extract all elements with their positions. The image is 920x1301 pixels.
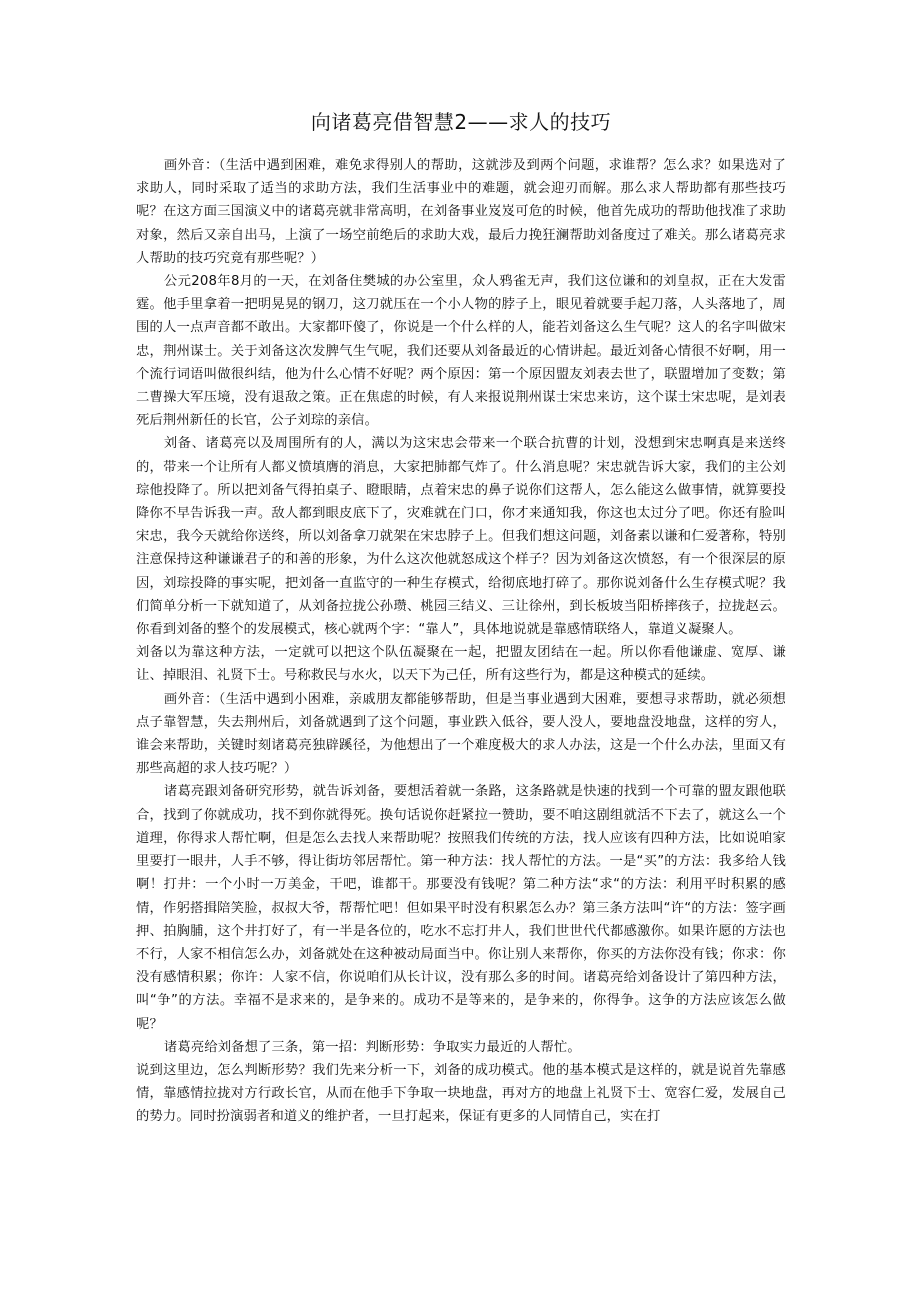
document-body (136, 154, 786, 1129)
paragraph-6: 诸葛亮跟刘备研究形势，就告诉刘备，要想活着就一条路，这条路就是快速的找到一个可靠的盟友跟他联合，找到了你就成功，找不到你就得死。换句话说你赶紧拉一赞助，要不咱这剧组就活不下去了，就这么一个道理，你得求人帮忙啊，但是怎么去找人来帮助呢？按照我们传统的方法，找人应该有四种方法，比如说咱家里要打一眼井，人手不够，得让街坊邻居帮忙。第一种方法：找人帮忙的方法。一是“买”的方法：我多给人钱啊！打井：一个小时一万美金，干吧，谁都干。那要没有钱呢？第二种方法“求“的方法：利用平时积累的感情，作躬搭揖陪笑脸，叔叔大爷，帮帮忙吧！但如果平时没有积累怎么办？第三条方法叫“许“的方法：签字画押、拍胸脯，这个井打好了，有一半是各位的，吃水不忘打井人，我们世世代代都感激你。如果许愿的方法也不行，人家不相信怎么办，刘备就处在这种被动局面当中。你让别人来帮你，你买的方法你没有钱；你求：你没有感情积累；你许：人家不信，你说咱们从长计议，没有那么多的时间。诸葛亮给刘备设计了第四种方法，叫“争”的方法。幸福不是求来的，是争来的。成功不是等来的，是争来的，你得争。这争的方法应该怎么做呢？ (136, 784, 786, 1032)
paragraph-3: 刘备、诸葛亮以及周围所有的人，满以为这宋忠会带来一个联合抗曹的计划，没想到宋忠啊真是来送终的，带来一个让所有人都义愤填膺的消息，大家把肺都气炸了。什么消息呢？宋忠就告诉大家，我们的主公刘琮他投降了。所以把刘备气得拍桌子、瞪眼睛，点着宋忠的鼻子说你们这帮人，怎么能这么做事情，就算要投降你不早告诉我一声。敌人都到眼皮底下了，灾难就在门口，你才来通知我，你这也太过分了吧。你还有脸叫宋忠，我今天就给你送终，所以刘备拿刀就架在宋忠脖子上。但我们想这问题，刘备素以谦和仁爱著称，特别注意保持这种谦谦君子的和善的形象，为什么这次他就怒成这个样子？因为刘备这次愤怒，有一个很深层的原因，刘琮投降的事实呢，把刘备一直监守的一种生存模式，给彻底地打碎了。那你说刘备什么生存模式呢？我们简单分析一下就知道了，从刘备拉拢公孙瓒、桃园三结义、三让徐州，到长板坡当阳桥摔孩子，拉拢赵云。你看到刘备的整个的发展模式，核心就两个字：“靠人”，具体地说就是靠感情联络人，靠道义凝聚人。 (136, 436, 786, 638)
paragraph-2: 公元208年8月的一天，在刘备住樊城的办公室里，众人鸦雀无声，我们这位谦和的刘皇叔，正在大发雷霆。他手里拿着一把明晃晃的钢刀，这刀就压在一个小人物的脖子上，眼见着就要手起刀落，人头落地了，周围的人一点声音都不敢出。大家都吓傻了，你说是一个什么样的人，能若刘备这么生气呢？这人的名字叫做宋忠，荆州谋士。关于刘备这次发脾气生气呢，我们还要从刘备最近的心情讲起。最近刘备心情很不好啊，用一个流行词语叫做很纠结，他为什么心情不好呢？两个原因：第一个原因盟友刘表去世了，联盟增加了变数；第二曹操大军压境，没有退敌之策。正在焦虑的时候，有人来报说荆州谋士宋忠来访，这个谋士宋忠呢，是刘表死后荆州新任的长官，公子刘琮的亲信。 (136, 274, 786, 429)
paragraph-1: 画外音：（生活中遇到困难，难免求得别人的帮助，这就涉及到两个问题，求谁帮？怎么求？如果选对了求助人，同时采取了适当的求助方法，我们生活事业中的难题，就会迎刃而解。那么求人帮助都有那些技巧呢？在这方面三国演义中的诸葛亮就非常高明，在刘备事业岌岌可危的时候，他首先成功的帮助他找准了求助对象，然后又亲自出马，上演了一场空前绝后的求助大戏，最后力挽狂澜帮助刘备度过了难关。那么诸葛亮求人帮助的技巧究竟有那些呢？） (136, 158, 786, 266)
paragraph-4: 刘备以为靠这种方法，一定就可以把这个队伍凝聚在一起，把盟友团结在一起。所以你看他谦虚、宽厚、谦让、掉眼泪、礼贤下士。号称救民与水火，以天下为己任，所有这些行为，都是这种模式的延续。 (136, 645, 786, 684)
document-title: 向诸葛亮借智慧2——求人的技巧 (310, 110, 612, 134)
paragraph-5: 画外音：（生活中遇到小困难，亲戚朋友都能够帮助，但是当事业遇到大困难，要想寻求帮助，就必须想点子靠智慧，失去荆州后，刘备就遇到了这个问题，事业跌入低谷，要人没人，要地盘没地盘，这样的穷人，谁会来帮助，关键时刻诸葛亮独辟蹊径，为他想出了一个难度极大的求人办法，这是一个什么办法，里面又有那些高超的求人技巧呢？） (136, 691, 786, 777)
paragraph-7: 诸葛亮给刘备想了三条，第一招：判断形势：争取实力最近的人帮忙。 (163, 1039, 581, 1055)
paragraph-8: 说到这里边，怎么判断形势？我们先来分析一下，刘备的成功模式。他的基本模式是这样的，就是说首先靠感情，靠感情拉拢对方行政长官，从而在他手下争取一块地盘，再对方的地盘上礼贤下士、宽容仁爱，发展自己的势力。同时扮演弱者和道义的维护者，一旦打起来，保证有更多的人同情自己，实在打 (136, 1062, 786, 1125)
